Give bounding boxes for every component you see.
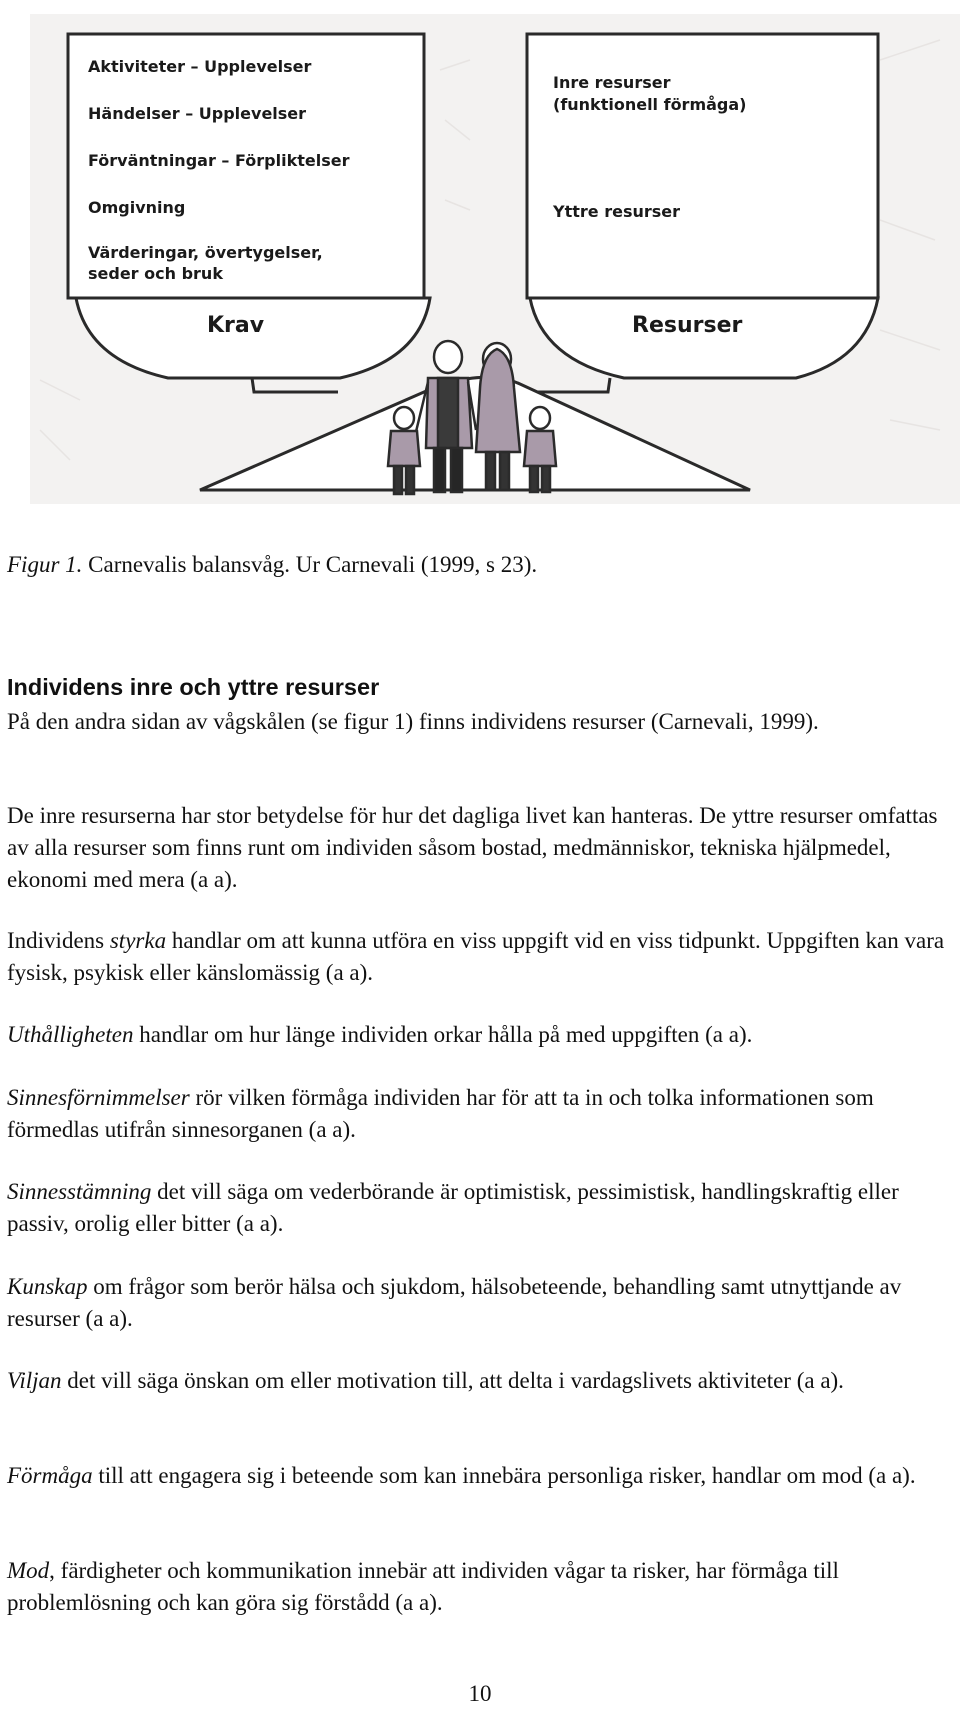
paragraph <box>7 1555 952 1619</box>
section-heading: Individens inre och yttre resurser <box>7 674 380 700</box>
right-box-item: Yttre resurser <box>553 202 681 221</box>
paragraph-text: det vill säga önskan om eller motivation till, att delta i vardagslivets aktiviteter (a a). <box>61 1368 844 1393</box>
paragraph <box>7 1019 952 1051</box>
left-box-item: Aktiviteter – Upplevelser <box>88 57 312 76</box>
left-box-item: Omgivning <box>88 198 186 217</box>
paragraph <box>7 1460 952 1492</box>
paragraph-text: handlar om att kunna utföra en viss uppgift vid en viss tidpunkt. Uppgiften kan vara fysisk, psykisk eller känslomässig (a a). <box>7 928 945 985</box>
figure-caption-prefix: Figur 1. <box>7 552 83 577</box>
left-box-item: Händelser – Upplevelser <box>88 104 307 123</box>
right-box-item: (funktionell förmåga) <box>553 95 747 114</box>
paragraph-text: rör vilken förmåga individen har för att ta in och tolka informationen som förmedlas utifrån sinnesorganen (a a). <box>7 1085 874 1142</box>
paragraph <box>7 925 952 989</box>
paragraph-term: Sinnesförnimmelser <box>7 1085 190 1110</box>
paragraph-text: De inre resurserna har stor betydelse för hur det dagliga livet kan hanteras. De yttre resurser omfattas av alla resurser som finns runt om individen såsom bostad, medmänniskor, tekniska hjälpmedel, ekonomi med mera (a a). <box>7 803 938 892</box>
paragraph-term: Kunskap <box>7 1274 88 1299</box>
paragraph-text: om frågor som berör hälsa och sjukdom, hälsobeteende, behandling samt utnyttjande av resurser (a a). <box>7 1274 902 1331</box>
left-box-item: Förväntningar – Förpliktelser <box>88 151 350 170</box>
paragraph-text: till att engagera sig i beteende som kan innebära personliga risker, handlar om mod (a a). <box>92 1463 916 1488</box>
page-number: 10 <box>468 1681 492 1706</box>
left-box-item: seder och bruk <box>88 264 223 283</box>
paragraph-text: , färdigheter och kommunikation innebär att individen vågar ta risker, har förmåga till problemlösning och kan göra sig förstådd (a a). <box>7 1558 839 1615</box>
figure-caption <box>7 549 537 581</box>
paragraph-text: handlar om hur länge individen orkar hålla på med uppgiften (a a). <box>133 1022 753 1047</box>
paragraph <box>7 1365 952 1397</box>
paragraph <box>7 1271 952 1335</box>
paragraph-text: Individens <box>7 928 110 953</box>
balance-scale-figure <box>0 0 960 520</box>
paragraph-term: styrka <box>109 928 167 953</box>
paragraph-term: Uthålligheten <box>7 1022 134 1047</box>
paragraph <box>7 800 952 896</box>
figure-caption-text: Carnevalis balansvåg. Ur Carnevali (1999, s 23). <box>82 552 538 577</box>
paragraph-term: Viljan <box>7 1368 62 1393</box>
paragraph-term: Sinnesstämning <box>7 1179 152 1204</box>
right-pan-label: Resurser <box>632 313 743 338</box>
paragraph-text: På den andra sidan av vågskålen (se figur 1) finns individens resurser (Carnevali, 1999). <box>7 709 819 734</box>
paragraph-term: Förmåga <box>7 1463 93 1488</box>
left-pan-label: Krav <box>207 313 265 338</box>
paragraph-term: Mod <box>7 1558 50 1583</box>
paragraph-text: det vill säga om vederbörande är optimistisk, pessimistisk, handlingskraftig eller passiv, orolig eller bitter (a a). <box>7 1179 899 1236</box>
paragraph <box>7 1176 952 1240</box>
left-box-item: Värderingar, övertygelser, <box>88 243 323 262</box>
paragraph <box>7 1082 952 1146</box>
right-box-item: Inre resurser <box>553 73 671 92</box>
paragraph <box>7 706 952 738</box>
